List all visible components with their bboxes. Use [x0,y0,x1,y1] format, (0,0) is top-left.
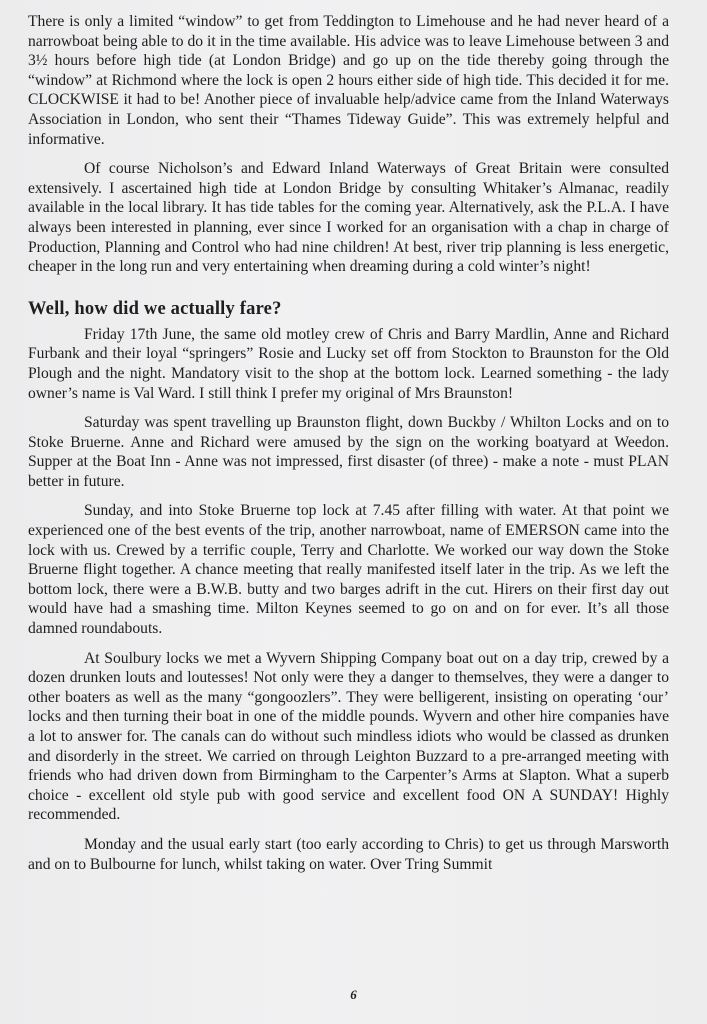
paragraph-5: Sunday, and into Stoke Bruerne top lock at 7.45 after filling with water. At that point we experienced one of the best events of the trip, another narrowboat, name of EMERSON came into the lock with us. Crewed by a terrific couple, Terry and Charlotte. We worked our way down the Stoke Bruerne flight together. A chance meeting that really manifested itself later in the trip. As we left the bottom lock, there were a B.W.B. butty and two barges adrift in the cut. Hirers on their first day out would have had a smashing time. Milton Keynes seemed to go on and on for ever. It’s all those damned roundabouts. [28,502,669,638]
paragraph-3: Friday 17th June, the same old motley crew of Chris and Barry Mardlin, Anne and Richard Furbank and their loyal “springers” Rosie and Lucky set off from Stockton to Braunston for the Old Plough and the night. Mandatory visit to the shop at the bottom lock. Learned something - the lady owner’s name is Val Ward. I still think I prefer my original of Mrs Braunston! [28,325,669,402]
paragraph-7: Monday and the usual early start (too early according to Chris) to get us through Marsworth and on to Bulbourne for lunch, whilst taking on water. Over Tring Summit [28,835,669,873]
paragraph-2: Of course Nicholson’s and Edward Inland Waterways of Great Britain were consulted extensively. I ascertained high tide at London Bridge by consulting Whitaker’s Almanac, readily available in the local library. It has tide tables for the coming year. Alternatively, ask the P.L.A. I have always been interested in planning, ever since I worked for an organisation with a chap in charge of Production, Planning and Control who had nine children! At best, river trip planning is less energetic, cheaper in the long run and very entertaining when dreaming during a cold winter’s night! [28,160,669,276]
page-number: 6 [350,987,357,1002]
paragraph-6: At Soulbury locks we met a Wyvern Shipping Company boat out on a day trip, crewed by a dozen drunken louts and loutesses! Not only were they a danger to themselves, they were a danger to other boaters as well as the many “gongoozlers”. They were belligerent, insisting on operating ‘our’ locks and then turning their boat in one of the middle pounds. Wyvern and other hire companies have a lot to answer for. The canals can do without such mindless idiots who would be classed as drunken and disorderly in the street. We carried on through Leighton Buzzard to a pre-arranged meeting with friends who had driven down from Birmingham to the Carpenter’s Arms at Slapton. What a superb choice - excellent old style pub with good service and excellent food ON A SUNDAY! Highly recommended. [28,649,669,824]
paragraph-1: There is only a limited “window” to get from Teddington to Limehouse and he had never heard of a narrowboat being able to do it in the time available. His advice was to leave Limehouse between 3 and 3½ hours before high tide (at London Bridge) and go up on the tide thereby going through the “window” at Richmond where the lock is open 2 hours either side of high tide. This decided it for me. CLOCKWISE it had to be! Another piece of invaluable help/advice came from the Inland Waterways Association in London, who sent their “Thames Tideway Guide”. This was extremely helpful and informative. [28,13,669,148]
paragraph-4: Saturday was spent travelling up Braunston flight, down Buckby / Whilton Locks and on to Stoke Bruerne. Anne and Richard were amused by the sign on the working boatyard at Weedon. Supper at the Boat Inn - Anne was not impressed, first disaster (of three) - make a note - must PLAN better in future. [28,414,669,490]
section-heading: Well, how did we actually fare? [28,298,282,319]
